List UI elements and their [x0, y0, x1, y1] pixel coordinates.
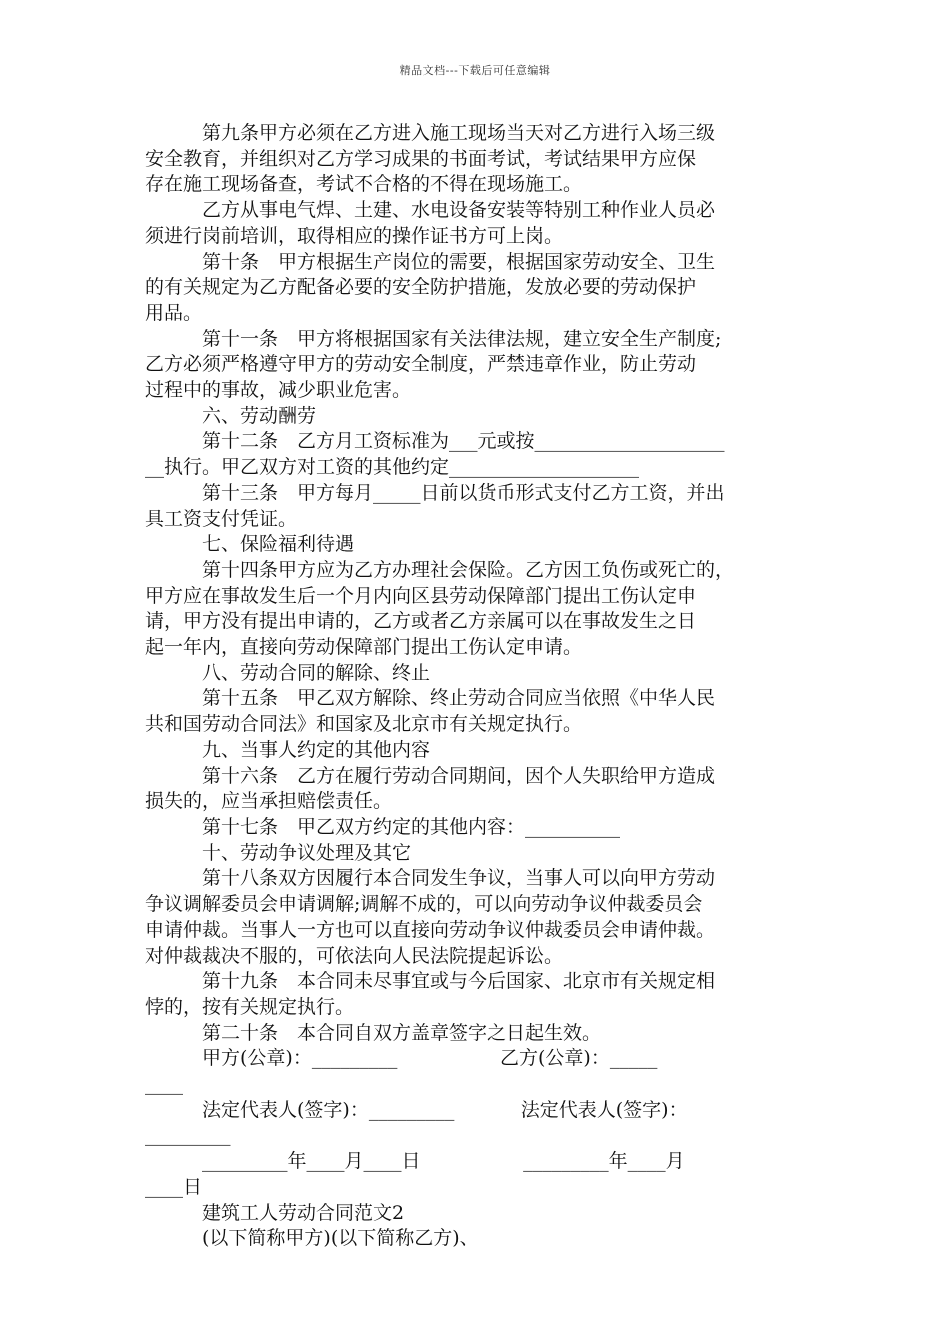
text-line: 须进行岗前培训，取得相应的操作证书方可上岗。 [145, 224, 564, 247]
page-header: 精品文档---下载后可任意编辑 [399, 64, 551, 77]
text-line: 悖的，按有关规定执行。 [145, 995, 355, 1018]
text-line: 第九条甲方必须在乙方进入施工现场当天对乙方进行入场三级 [202, 122, 716, 144]
text-line: 共和国劳动合同法》和国家及北京市有关规定执行。 [145, 713, 583, 736]
text-line: 请，甲方没有提出申请的，乙方或者乙方亲属可以在事故发生之日 [145, 610, 697, 633]
text-line: (以下简称甲方)(以下简称乙方)、 [202, 1227, 479, 1250]
text-line: 存在施工现场备查，考试不合格的不得在现场施工。 [145, 173, 583, 196]
text-line: 第十八条双方因履行本合同发生争议，当事人可以向甲方劳动 [202, 867, 716, 890]
text-line: 九、当事人约定的其他内容 [202, 738, 431, 761]
text-line: _________年____月____日 _________年____月 [202, 1150, 685, 1173]
text-line: ____ [145, 1073, 183, 1096]
text-line: 的有关规定为乙方配备必要的安全防护措施，发放必要的劳动保护 [145, 276, 697, 299]
text-line: 损失的，应当承担赔偿责任。 [145, 790, 393, 813]
text-line: 起一年内，直接向劳动保障部门提出工伤认定申请。 [145, 636, 583, 659]
text-line: __执行。甲乙双方对工资的其他约定____________________ [145, 456, 640, 479]
text-line: 第十一条 甲方将根据国家有关法律法规，建立安全生产制度; [202, 327, 722, 350]
text-line: 争议调解委员会申请调解;调解不成的，可以向劳动争议仲裁委员会 [145, 893, 703, 916]
document-body [145, 121, 813, 1252]
text-line: 第十四条甲方应为乙方办理社会保险。乙方因工负伤或死亡的， [202, 558, 735, 581]
text-line: 第十五条 甲乙双方解除、终止劳动合同应当依照《中华人民 [202, 687, 716, 710]
text-line: 第十三条 甲方每月_____日前以货币形式支付乙方工资，并出 [202, 481, 725, 504]
text-line: 过程中的事故，减少职业危害。 [145, 379, 412, 402]
text-line: 具工资支付凭证。 [145, 507, 298, 530]
text-line: 十、劳动争议处理及其它 [202, 841, 412, 864]
text-line: 第二十条 本合同自双方盖章签字之日起生效。 [202, 1021, 602, 1044]
text-line: 六、劳动酬劳 [202, 404, 317, 427]
text-line: 七、保险福利待遇 [202, 533, 355, 556]
text-line: 甲方(公章)：_________ 乙方(公章)：_____ [202, 1047, 658, 1070]
text-line: 乙方必须严格遵守甲方的劳动安全制度，严禁违章作业，防止劳动 [145, 353, 697, 376]
text-line: 甲方应在事故发生后一个月内向区县劳动保障部门提出工伤认定申 [145, 584, 697, 607]
text-line: 申请仲裁。当事人一方也可以直接向劳动争议仲裁委员会申请仲裁。 [145, 918, 716, 941]
text-line: 第十六条 乙方在履行劳动合同期间，因个人失职给甲方造成 [202, 764, 716, 787]
text-line: 第十七条 甲乙双方约定的其他内容：__________ [202, 815, 621, 838]
text-line: _________ [145, 1124, 231, 1147]
text-line: ____日 [145, 1175, 203, 1198]
text-line: 第十九条 本合同未尽事宜或与今后国家、北京市有关规定相 [202, 970, 716, 993]
text-line: 对仲裁裁决不服的，可依法向人民法院提起诉讼。 [145, 944, 564, 967]
text-line: 八、劳动合同的解除、终止 [202, 661, 431, 684]
text-line: 安全教育，并组织对乙方学习成果的书面考试，考试结果甲方应保 [145, 147, 697, 170]
text-line: 第十二条 乙方月工资标准为___元或按____________________ [202, 430, 725, 453]
text-line: 第十条 甲方根据生产岗位的需要，根据国家劳动安全、卫生 [202, 250, 716, 273]
text-line: 用品。 [145, 301, 203, 324]
text-line: 乙方从事电气焊、土建、水电设备安装等特别工种作业人员必 [202, 199, 716, 222]
text-line: 法定代表人(签字)：_________ 法定代表人(签字)： [202, 1098, 688, 1121]
text-line: 建筑工人劳动合同范文2 [202, 1201, 405, 1224]
